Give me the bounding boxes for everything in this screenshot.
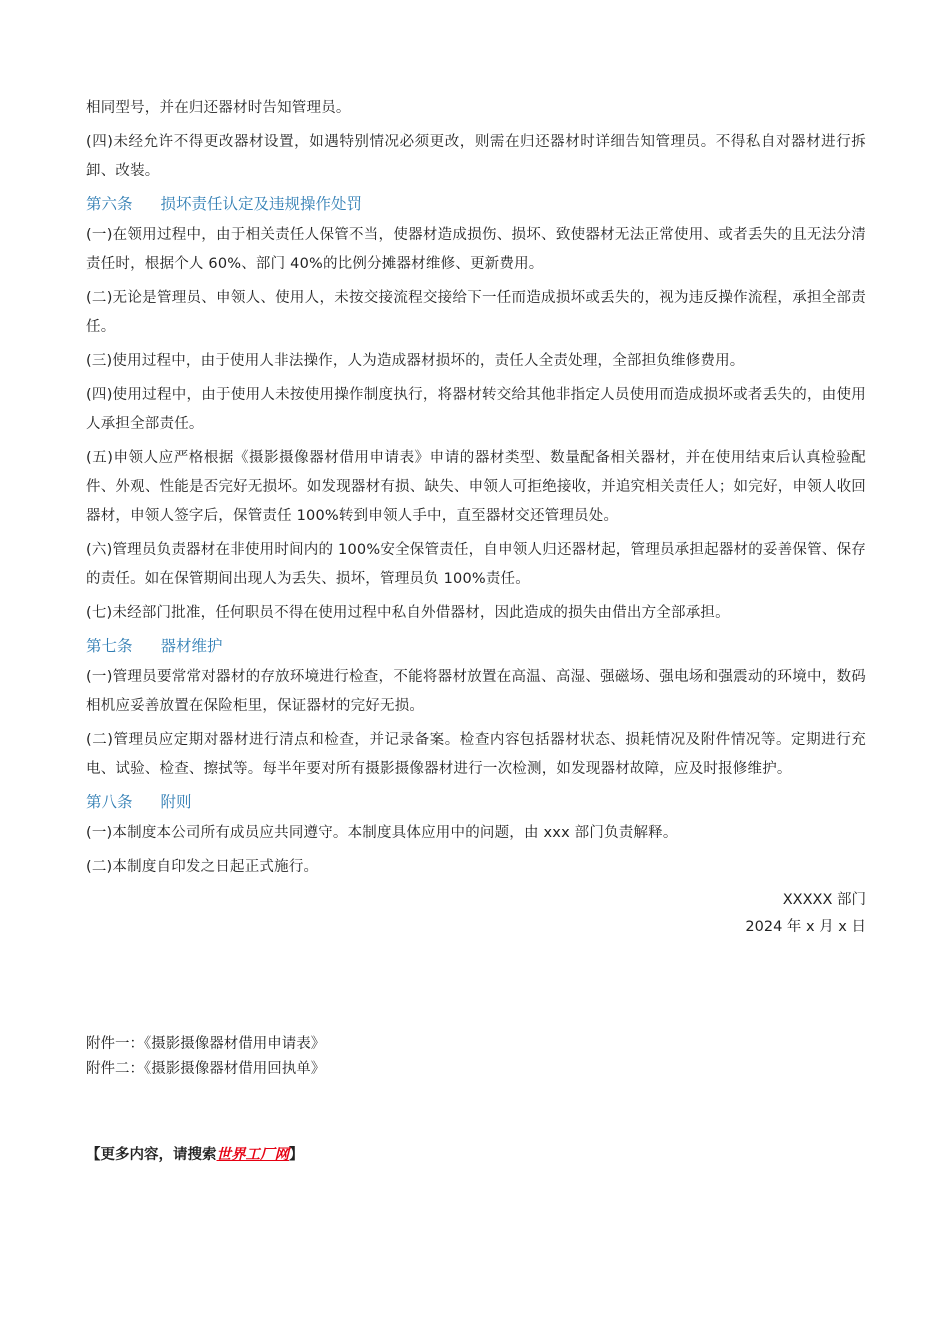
attachment-item: 附件一：《摄影摄像器材借用申请表》	[86, 1036, 326, 1052]
more-prefix: 【更多内容，请搜索	[86, 1147, 217, 1163]
more-suffix: 】	[289, 1147, 304, 1163]
attachment-item: 附件二：《摄影摄像器材借用回执单》	[86, 1061, 326, 1077]
clause: (二)本制度自印发之日起正式施行。	[86, 859, 319, 875]
clause: (六)管理员负责器材在非使用时间内的 100%安全保管责任，自申领人归还器材起，管理员承担起器材的妥善保管、保存的责任。如在保管期间出现人为丢失、损坏，管理员负 100%责任。	[86, 542, 866, 587]
clause: (一)在领用过程中，由于相关责任人保管不当，使器材造成损伤、损坏、致使器材无法正常使用、或者丢失的且无法分清责任时，根据个人 60%、部门 40%的比例分摊器材维修、更新费用。	[86, 227, 866, 272]
signature-department: XXXXX 部门	[782, 892, 866, 908]
article-7-heading	[86, 633, 866, 659]
more-content-banner	[86, 1143, 304, 1167]
article-8-heading	[86, 789, 866, 815]
article-number: 第八条	[86, 793, 133, 811]
paragraph: (四)未经允许不得更改器材设置，如遇特别情况必须更改，则需在归还器材时详细告知管理员。不得私自对器材进行拆卸、改装。	[86, 134, 866, 179]
document-body	[86, 94, 866, 941]
article-title: 器材维护	[160, 637, 223, 655]
article-title: 附则	[160, 793, 192, 811]
clause: (五)申领人应严格根据《摄影摄像器材借用申请表》申请的器材类型、数量配备相关器材，并在使用结束后认真检验配件、外观、性能是否完好无损坏。如发现器材有损、缺失、申领人可拒绝接收，并追究相关责任人；如完好，申领人收回器材，申领人签字后，保管责任 100%转到申领人手中，直至器材交还管理员处。	[86, 450, 866, 524]
signature-date: 2024 年 x 月 x 日	[745, 919, 866, 935]
clause: (一)本制度本公司所有成员应共同遵守。本制度具体应用中的问题，由 xxx 部门负责解释。	[86, 825, 678, 841]
clause: (四)使用过程中，由于使用人未按使用操作制度执行，将器材转交给其他非指定人员使用而造成损坏或者丢失的，由使用人承担全部责任。	[86, 387, 866, 432]
attachments	[86, 1032, 325, 1082]
clause: (七)未经部门批准，任何职员不得在使用过程中私自外借器材，因此造成的损失由借出方全部承担。	[86, 605, 730, 621]
article-title: 损坏责任认定及违规操作处罚	[160, 195, 363, 213]
brand-link[interactable]: 世界工厂网	[216, 1147, 289, 1163]
clause: (三)使用过程中，由于使用人非法操作，人为造成器材损坏的，责任人全责处理，全部担负维修费用。	[86, 353, 745, 369]
article-number: 第七条	[86, 637, 133, 655]
article-number: 第六条	[86, 195, 133, 213]
clause: (二)管理员应定期对器材进行清点和检查，并记录备案。检查内容包括器材状态、损耗情况及附件情况等。定期进行充电、试验、检查、擦拭等。每半年要对所有摄影摄像器材进行一次检测，如发现器材故障，应及时报修维护。	[86, 732, 866, 777]
clause: (二)无论是管理员、申领人、使用人，未按交接流程交接给下一任而造成损坏或丢失的，视为违反操作流程，承担全部责任。	[86, 290, 866, 335]
article-6-heading	[86, 191, 866, 217]
clause: (一)管理员要常常对器材的存放环境进行检查，不能将器材放置在高温、高湿、强磁场、强电场和强震动的环境中，数码相机应妥善放置在保险柜里，保证器材的完好无损。	[86, 669, 866, 714]
paragraph: 相同型号，并在归还器材时告知管理员。	[86, 100, 351, 116]
